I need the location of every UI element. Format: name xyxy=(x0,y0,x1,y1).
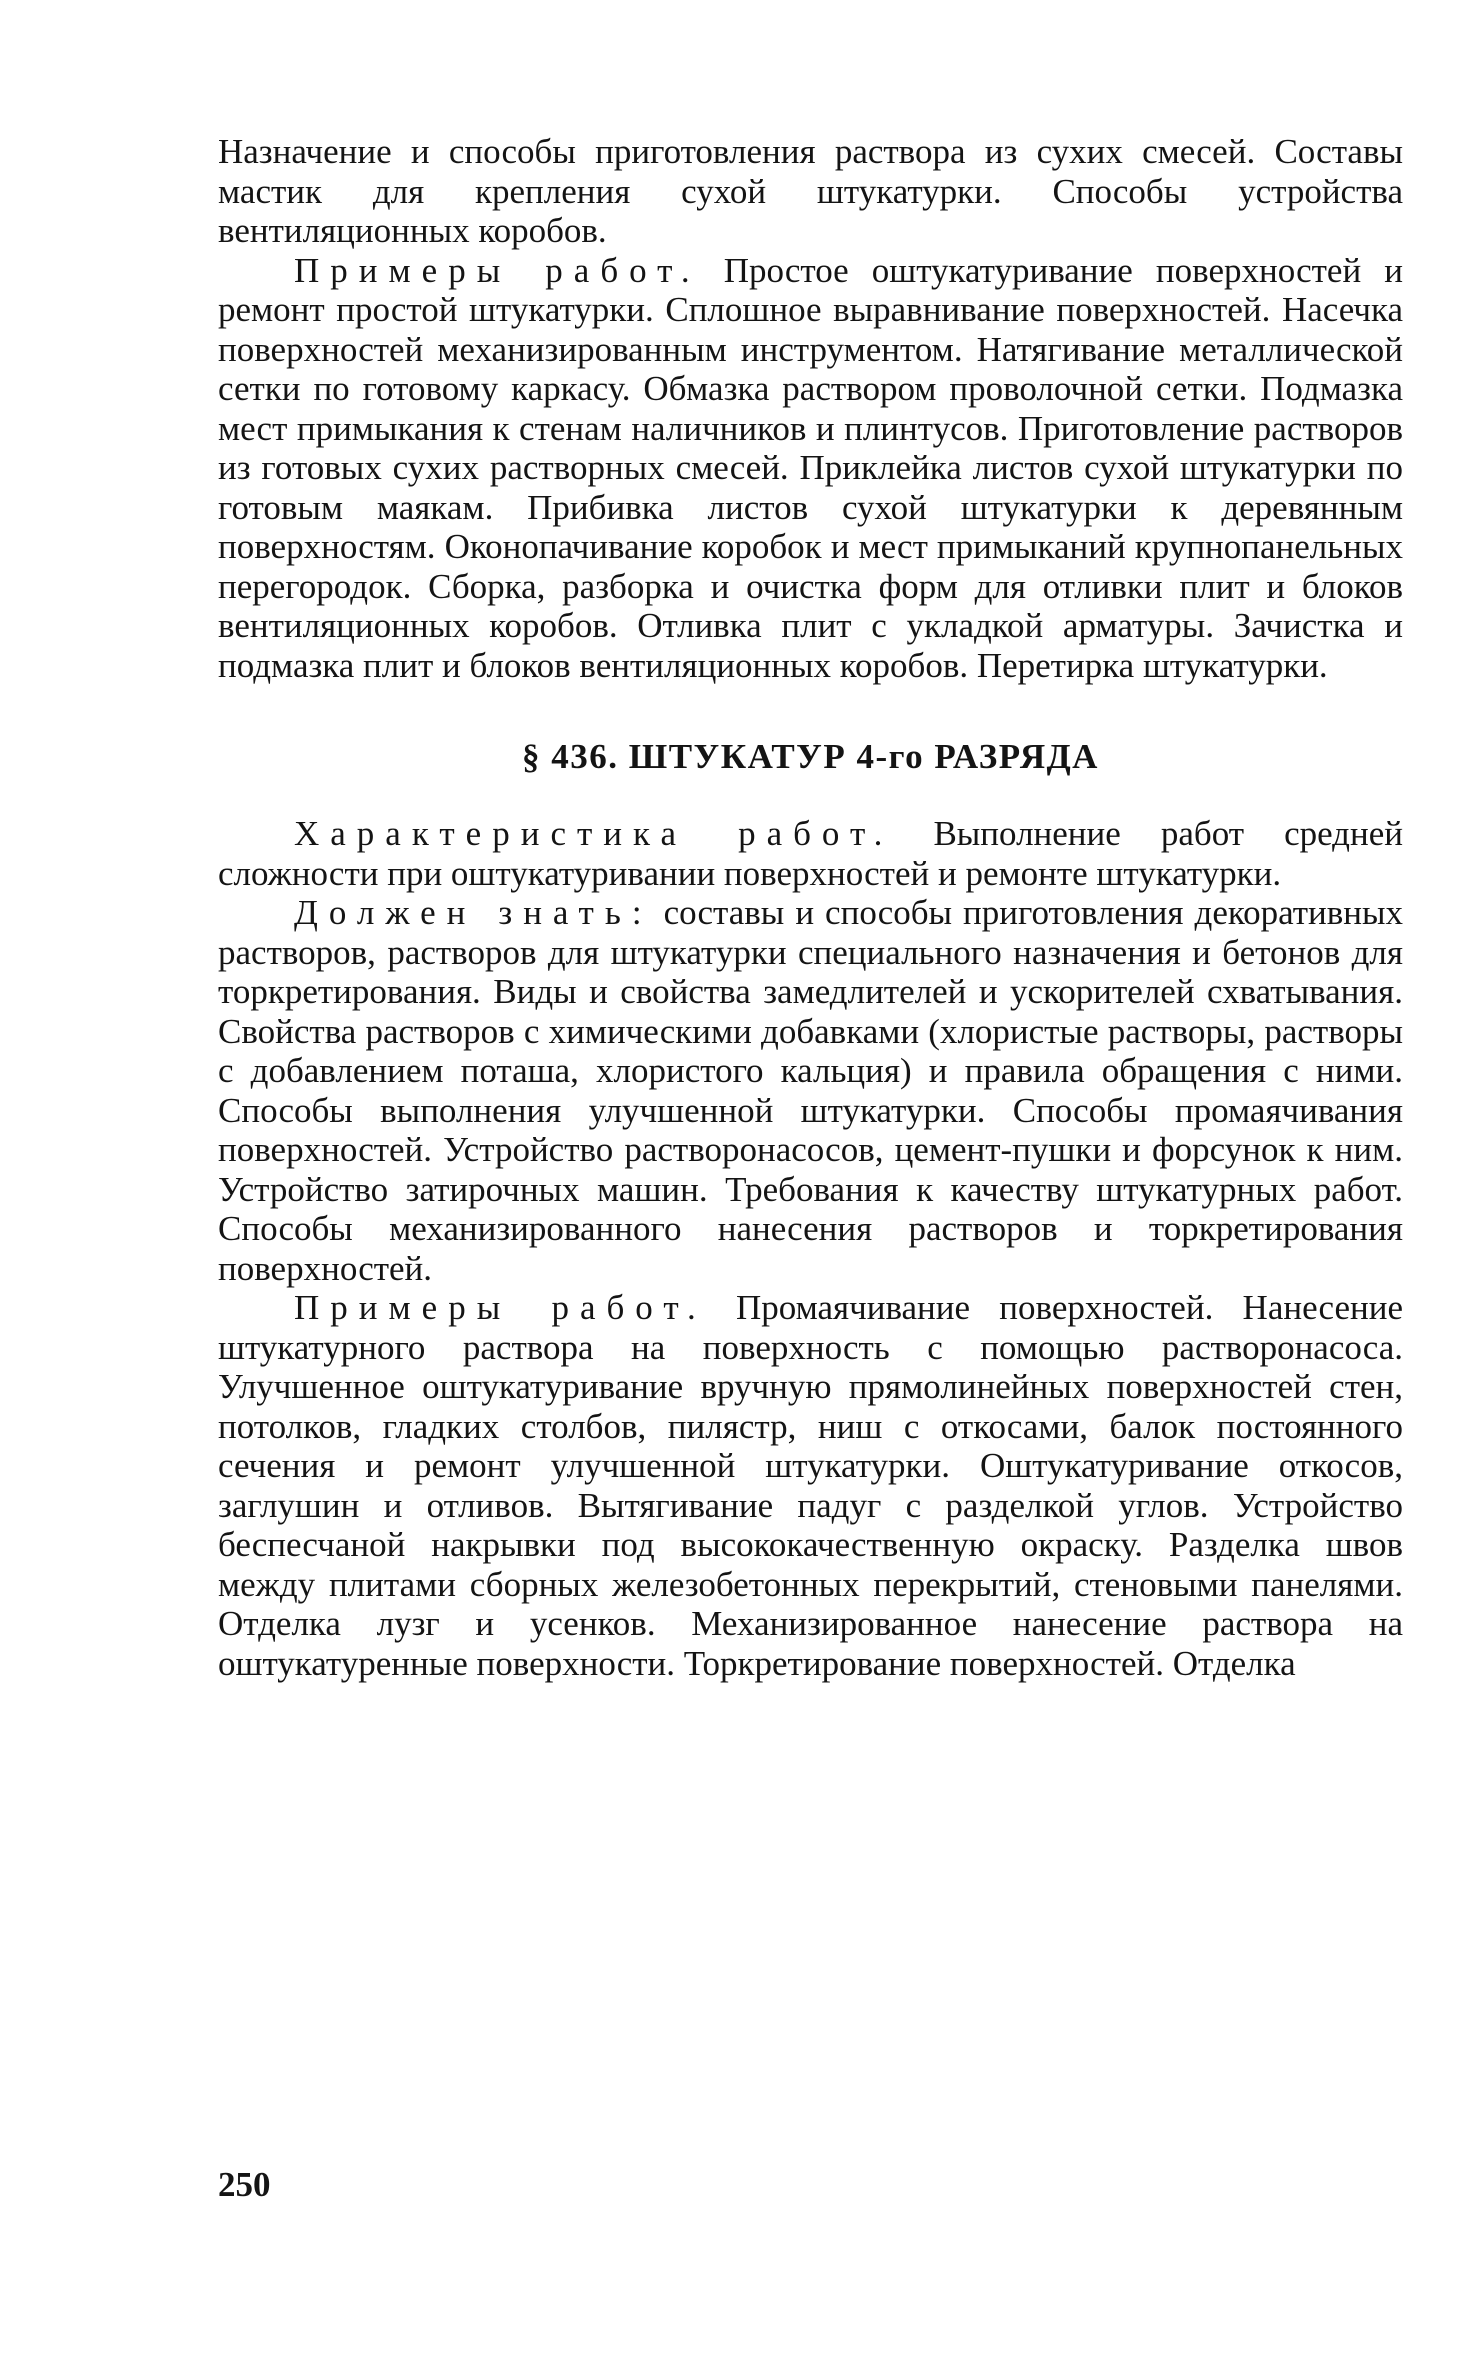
document-page xyxy=(218,132,1403,1683)
examples-label-2: Примеры работ. xyxy=(294,1288,707,1327)
intro-paragraph: Назначение и способы приготовления раствора из сухих смесей. Составы мастик для крепления сухой штукатурки. Способы устройства вентиляционных коробов. xyxy=(218,132,1403,250)
characteristic-text: Выполнение работ средней сложности при оштукатуривании поверхностей и ремонте штукатурки. xyxy=(218,814,1403,893)
must-know-paragraph xyxy=(218,893,1403,1288)
examples-text-1: Простое оштукатуривание поверхностей и ремонт простой штукатурки. Сплошное выравнивание поверхностей. Насечка поверхностей механизированным инструментом. Натягивание металлической сетки по готовому каркасу. Обмазка раствором проволочной сетки. Подмазка мест примыкания к стенам наличников и плинтусов. Приготовление растворов из готовых сухих растворных смесей. Приклейка листов сухой штукатурки по готовым маякам. Прибивка листов сухой штукатурки к деревянным поверхностям. Оконопачивание коробок и мест примыканий крупнопанельных перегородок. Сборка, разборка и очистка форм для отливки плит и блоков вентиляционных коробов. Отливка плит с укладкой арматуры. Зачистка и подмазка плит и блоков вентиляционных коробов. Перетирка штукатурки. xyxy=(218,250,1403,685)
must-know-label: Должен знать: xyxy=(294,893,653,932)
examples-paragraph-2 xyxy=(218,1288,1403,1683)
section-heading: § 436. ШТУКАТУР 4-го РАЗРЯДА xyxy=(522,737,1099,776)
characteristic-paragraph xyxy=(218,814,1403,893)
must-know-text: составы и способы приготовления декоративных растворов, растворов для штукатурки специального назначения и бетонов для торкретирования. Виды и свойства замедлителей и ускорителей схватывания. Свойства растворов с химическими добавками (хлористые растворы, растворы с добавлением поташа, хлористого кальция) и правила обращения с ними. Способы выполнения улучшенной штукатурки. Способы промаячивания поверхностей. Устройство растворонасосов, цемент-пушки и форсунок к ним. Устройство затирочных машин. Требования к качеству штукатурных работ. Способы механизированного нанесения растворов и торкретирования поверхностей. xyxy=(218,893,1404,1288)
examples-paragraph-1 xyxy=(218,251,1403,686)
page-number: 250 xyxy=(218,2165,271,2204)
examples-text-2: Промаячивание поверхностей. Нанесение штукатурного раствора на поверхность с помощью растворонасоса. Улучшенное оштукатуривание вручную прямолинейных поверхностей стен, потолков, гладких столбов, пилястр, ниш с откосами, балок постоянного сечения и ремонт улучшенной штукатурки. Оштукатуривание откосов, заглушин и отливов. Вытягивание падуг с разделкой углов. Устройство беспесчаной накрывки под высококачественную окраску. Разделка швов между плитами сборных железобетонных перекрытий, стеновыми панелями. Отделка лузг и усенков. Механизированное нанесение раствора на оштукатуренные поверхности. Торкретирование поверхностей. Отделка xyxy=(218,1288,1403,1683)
examples-label-1: Примеры работ. xyxy=(294,250,701,290)
characteristic-label: Характеристика работ. xyxy=(294,814,894,853)
